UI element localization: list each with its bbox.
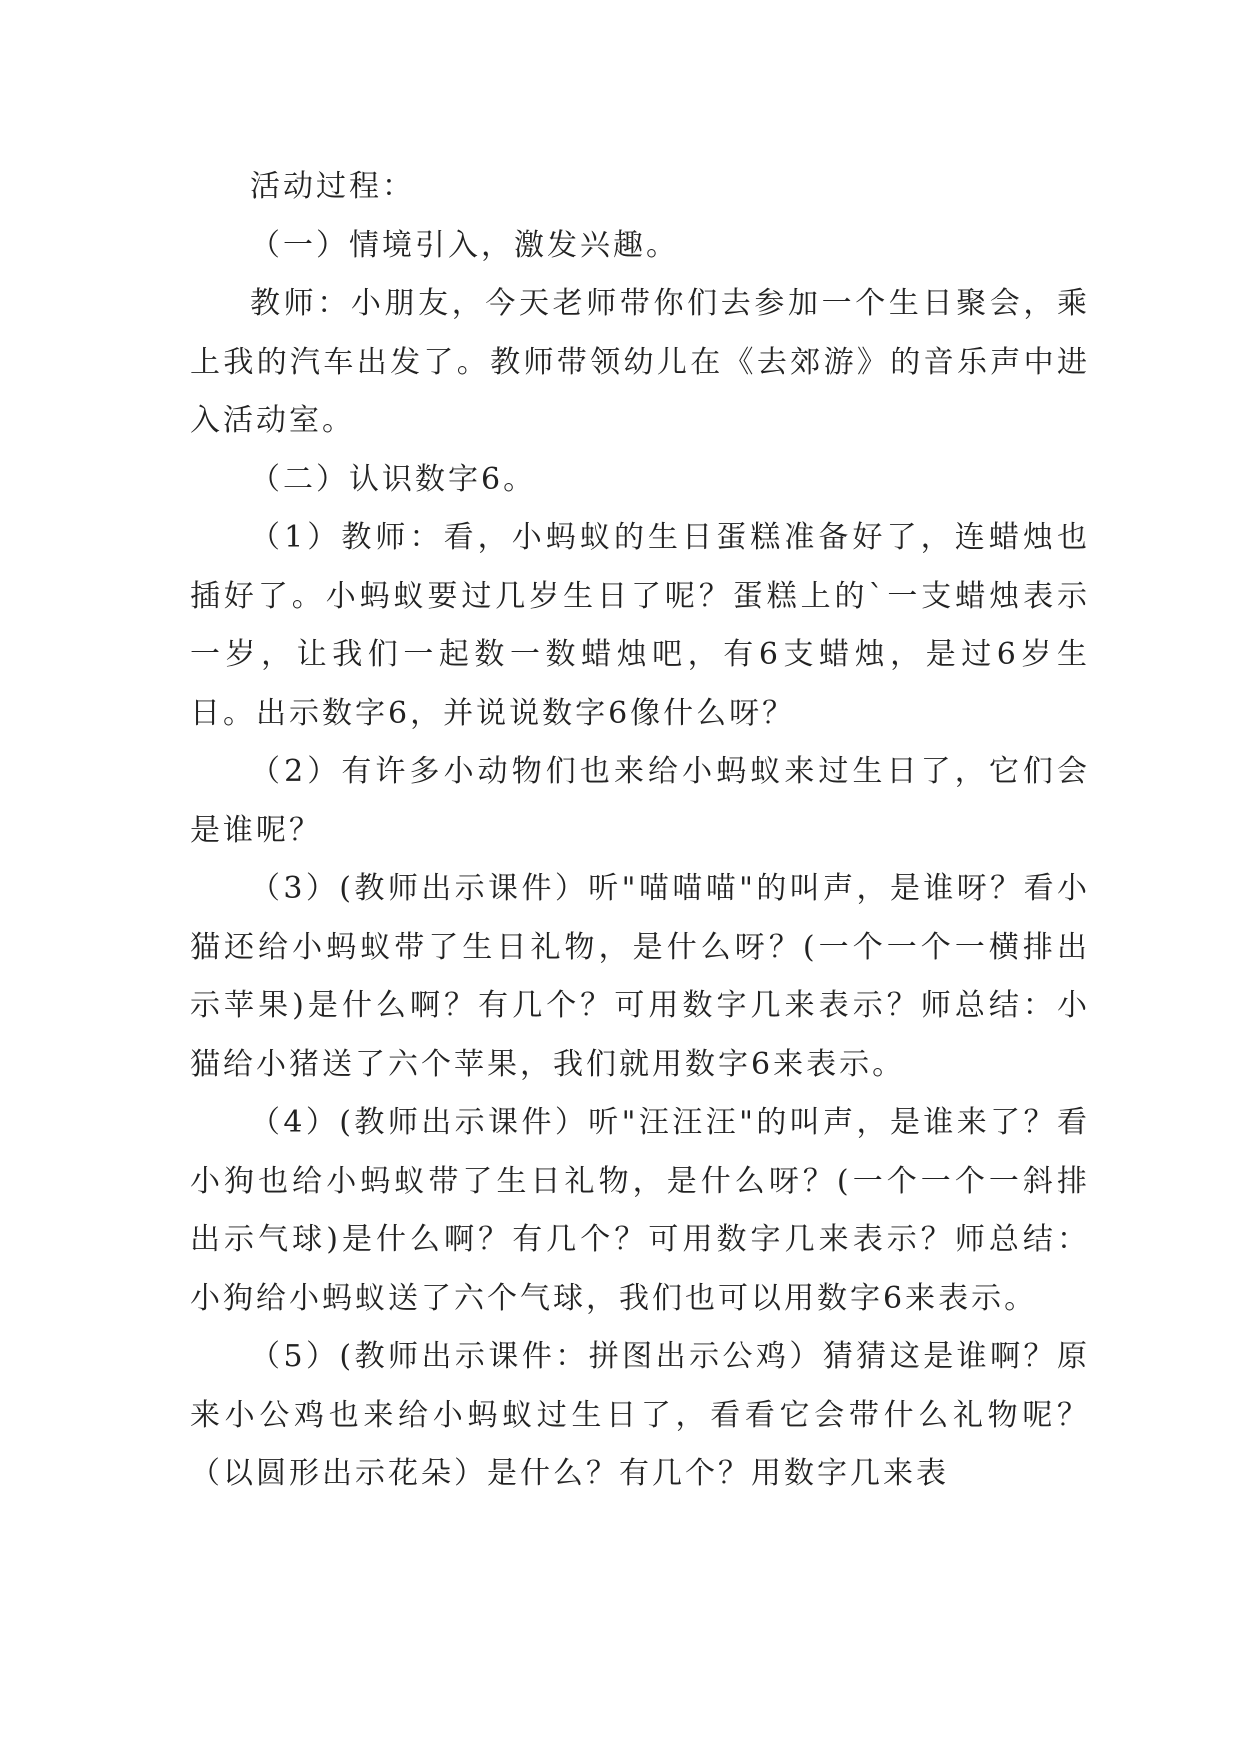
paragraph-step-2: （2）有许多小动物们也来给小蚂蚁来过生日了，它们会是谁呢？ bbox=[190, 754, 1090, 848]
paragraph-step-4: （4）(教师出示课件）听"汪汪汪"的叫声，是谁来了？看小狗也给小蚂蚁带了生日礼物，是什么呀？(一个一个一斜排出示气球)是什么啊？有几个？可用数字几来表示？师总结：小狗给小蚂蚁送了六个气球，我们也可以用数字6来表示。 bbox=[190, 1105, 1090, 1316]
paragraph-step-3: （3）(教师出示课件）听"喵喵喵"的叫声，是谁呀？看小猫还给小蚂蚁带了生日礼物，是什么呀？(一个一个一横排出示苹果)是什么啊？有几个？可用数字几来表示？师总结：小猫给小猪送了六个苹果，我们就用数字6来表示。 bbox=[190, 871, 1090, 1082]
document-body bbox=[190, 158, 1090, 1504]
paragraph-section-one-heading: （一）情境引入，激发兴趣。 bbox=[250, 227, 679, 263]
paragraph-step-5: （5）(教师出示课件：拼图出示公鸡）猜猜这是谁啊？原来小公鸡也来给小蚂蚁过生日了，看看它会带什么礼物呢？（以圆形出示花朵）是什么？有几个？用数字几来表 bbox=[190, 1339, 1090, 1491]
paragraph-activity-process: 活动过程： bbox=[250, 169, 415, 204]
paragraph-section-two-heading: （二）认识数字6。 bbox=[250, 461, 537, 497]
paragraph-step-1: （1）教师：看，小蚂蚁的生日蛋糕准备好了，连蜡烛也插好了。小蚂蚁要过几岁生日了呢？蛋糕上的`一支蜡烛表示一岁，让我们一起数一数蜡烛吧，有6支蜡烛，是过6岁生日。出示数字6，并说说数字6像什么呀？ bbox=[190, 520, 1090, 731]
paragraph-teacher-intro: 教师：小朋友，今天老师带你们去参加一个生日聚会，乘上我的汽车出发了。教师带领幼儿在《去郊游》的音乐声中进入活动室。 bbox=[190, 286, 1090, 438]
